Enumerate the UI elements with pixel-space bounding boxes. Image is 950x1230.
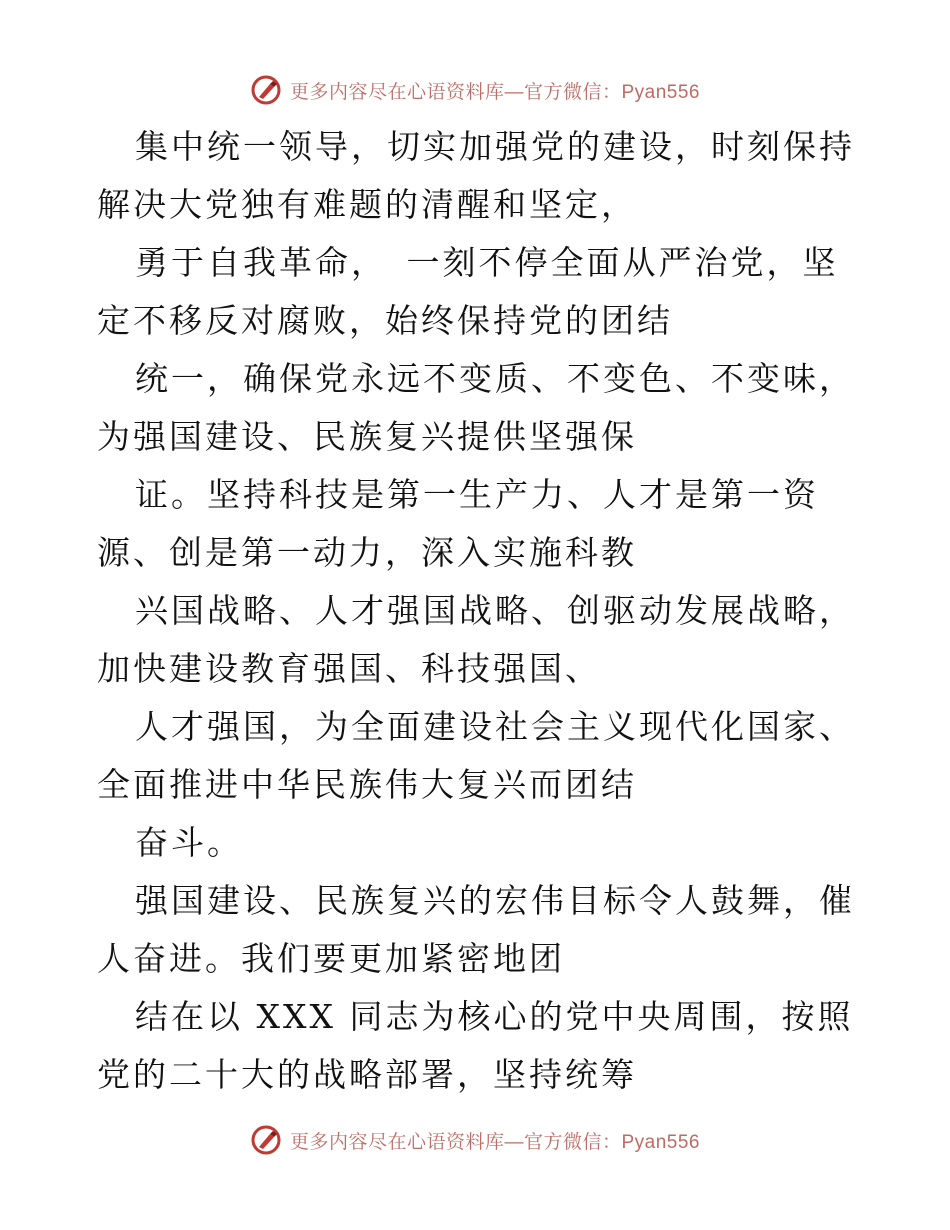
- text-line: 人才强国，为全面建设社会主义现代化国家、全: [97, 707, 855, 804]
- paragraph: [97, 698, 857, 814]
- paragraph: [97, 814, 857, 872]
- text-line: 集中统一领导，切实加强党的建设，时刻保持解: [97, 127, 855, 224]
- document-body: [97, 118, 857, 1104]
- text-line: 面推进中华民族伟大复兴而团结: [133, 765, 637, 804]
- paragraph: [97, 872, 857, 988]
- paragraph: [97, 350, 857, 466]
- text-line: 快建设教育强国、科技强国、: [133, 649, 601, 688]
- paragraph: [97, 582, 857, 698]
- paragraph: [97, 466, 857, 582]
- watermark-text: 更多内容尽在心语资料库—官方微信：Pyan556: [289, 1131, 700, 1153]
- text-line: 奋进。我们要更加紧密地团: [133, 939, 565, 978]
- text-line: 奋斗。: [135, 823, 243, 862]
- text-line: 勇于自我革命， 一刻不停全面从严治党，坚定: [97, 243, 839, 340]
- text-line: 证。坚持科技是第一生产力、人才是第一资源、: [97, 475, 819, 572]
- text-line: 不移反对腐败，始终保持党的团结: [133, 301, 673, 340]
- text-line: 决大党独有难题的清醒和坚定，: [133, 185, 637, 224]
- footer-watermark: [0, 1120, 950, 1160]
- watermark-text: 更多内容尽在心语资料库—官方微信：Pyan556: [289, 81, 700, 103]
- paragraph: [97, 234, 857, 350]
- text-line: 的二十大的战略部署，坚持统筹: [133, 1055, 637, 1094]
- paragraph: [97, 988, 857, 1104]
- text-line: 强国建设、民族复兴的宏伟目标令人鼓舞，催人: [97, 881, 855, 978]
- text-line: 统一，确保党永远不变质、不变色、不变味，为: [97, 359, 855, 456]
- paragraph: [97, 118, 857, 234]
- text-line: 结在以 XXX 同志为核心的党中央周围，按照党: [97, 997, 854, 1094]
- text-line: 兴国战略、人才强国战略、创驱动发展战略，加: [97, 591, 855, 688]
- text-line: 创是第一动力，深入实施科教: [169, 533, 637, 572]
- text-line: 强国建设、民族复兴提供坚强保: [133, 417, 637, 456]
- header-watermark: [0, 70, 950, 110]
- pen-circle-logo-icon: [250, 74, 282, 106]
- pen-circle-logo-icon: [250, 1124, 282, 1156]
